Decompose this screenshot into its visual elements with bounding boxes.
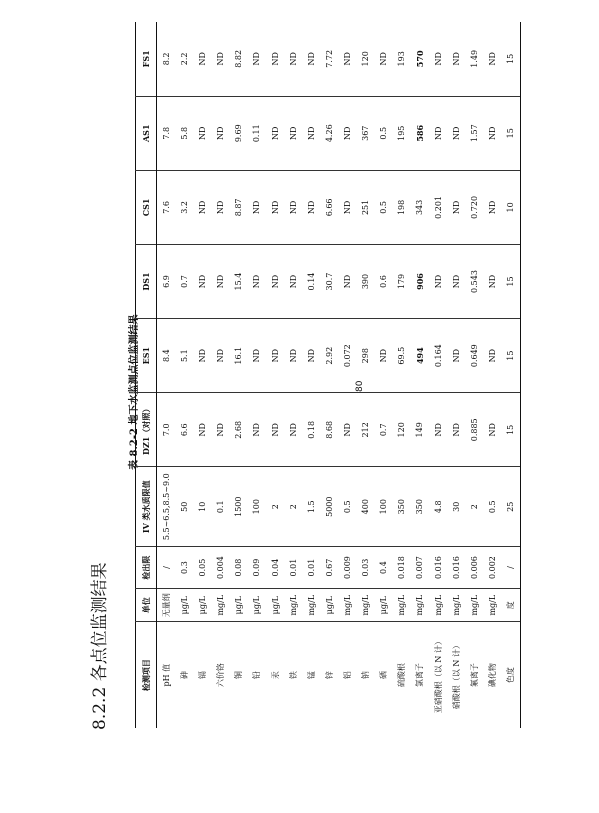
table-cell: ND [447,96,465,170]
table-cell: ND [302,96,320,170]
table-cell: 4.26 [320,96,338,170]
table-cell: 0.6 [375,244,393,318]
table-cell: 8.4 [157,319,176,393]
table-cell: mg/L [212,589,230,622]
table-cell: 0.4 [375,547,393,589]
table-cell: ND [212,319,230,393]
table-cell: 298 [357,319,375,393]
table-cell: 0.072 [338,319,356,393]
column-header: AS1 [136,96,157,170]
table-row [447,22,465,728]
table-cell: mg/L [429,589,447,622]
table-cell: 0.5 [483,467,501,547]
table-cell: mg/L [284,589,302,622]
table-cell: μg/L [320,589,338,622]
table-cell: 8.68 [320,393,338,467]
table-cell: 0.05 [194,547,212,589]
table-cell: 10 [501,170,520,244]
table-cell: ND [212,96,230,170]
table-cell: ND [447,393,465,467]
table-cell: ND [194,244,212,318]
table-cell: 50 [175,467,193,547]
table-cell: μg/L [230,589,248,622]
table-cell: ND [302,319,320,393]
table-cell: 0.164 [429,319,447,393]
table-row [194,22,212,728]
table-cell: ND [429,393,447,467]
table-cell: 570 [411,22,429,96]
item-name-cell: 硫酸根 [393,622,411,728]
table-cell: 390 [357,244,375,318]
table-cell: 0.09 [248,547,266,589]
table-cell: 0.002 [483,547,501,589]
table-cell: 7.72 [320,22,338,96]
table-cell: 2 [266,467,284,547]
table-cell: 3.2 [175,170,193,244]
table-cell: 0.03 [357,547,375,589]
table-cell: μg/L [375,589,393,622]
table-cell: mg/L [357,589,375,622]
table-cell: ND [266,96,284,170]
table-cell: 2.68 [230,393,248,467]
table-cell: 100 [375,467,393,547]
table-row [393,22,411,728]
table-cell: 0.7 [375,393,393,467]
table-cell: 7.0 [157,393,176,467]
table-cell: 195 [393,96,411,170]
column-header: FS1 [136,22,157,96]
table-cell: ND [266,319,284,393]
table-row [501,22,520,728]
table-cell: μg/L [175,589,193,622]
table-cell: 179 [393,244,411,318]
table-cell: ND [447,319,465,393]
table-cell: mg/L [302,589,320,622]
item-name-cell: 铅 [248,622,266,728]
table-cell: ND [375,22,393,96]
table-cell: ND [266,244,284,318]
table-row [175,22,193,728]
table-cell: 15 [501,393,520,467]
table-row [465,22,483,728]
table-cell: ND [483,170,501,244]
table-cell: 100 [248,467,266,547]
section-heading: 8.2.2 各点位监测结果 [90,562,110,730]
table-cell: 7.8 [157,96,176,170]
table-cell: 149 [411,393,429,467]
item-name-cell: 铝 [338,622,356,728]
table-cell: ND [248,170,266,244]
item-name-cell: 氟离子 [465,622,483,728]
table-cell: 0.885 [465,393,483,467]
table-cell: ND [194,319,212,393]
item-name-cell: 铁 [284,622,302,728]
column-header: DZ1（对照） [136,393,157,467]
monitoring-results-table-container [135,22,521,728]
table-cell: ND [284,393,302,467]
table-cell: 0.004 [212,547,230,589]
table-cell: ND [483,96,501,170]
table-row [411,22,429,728]
table-cell: 8.87 [230,170,248,244]
item-name-cell: 汞 [266,622,284,728]
item-name-cell: 碘化物 [483,622,501,728]
table-cell: 0.018 [393,547,411,589]
table-cell: 494 [411,319,429,393]
table-cell: ND [212,22,230,96]
column-header: CS1 [136,170,157,244]
table-cell: μg/L [194,589,212,622]
table-cell: 1.49 [465,22,483,96]
table-cell: ND [447,244,465,318]
column-header: IV 类水质限值 [136,467,157,547]
table-cell: 30.7 [320,244,338,318]
table-cell: 0.649 [465,319,483,393]
item-name-cell: 硒 [375,622,393,728]
table-row [302,22,320,728]
table-cell: mg/L [411,589,429,622]
table-cell: 0.08 [230,547,248,589]
table-cell: 120 [393,393,411,467]
table-row [483,22,501,728]
column-header: 单位 [136,589,157,622]
table-cell: 350 [411,467,429,547]
table-row [157,22,176,728]
item-name-cell: 氯离子 [411,622,429,728]
table-cell: 1.5 [302,467,320,547]
monitoring-results-table [135,22,521,728]
table-cell: ND [212,170,230,244]
table-cell: 16.1 [230,319,248,393]
table-cell: ND [284,96,302,170]
table-cell: ND [338,393,356,467]
table-cell: ND [248,22,266,96]
item-name-cell: 硝酸根（以 N 计） [447,622,465,728]
table-cell: ND [302,22,320,96]
table-cell: ND [284,22,302,96]
table-row [212,22,230,728]
table-cell: 212 [357,393,375,467]
table-body [157,22,521,728]
table-cell: 2 [284,467,302,547]
table-cell: ND [284,244,302,318]
table-cell: ND [194,170,212,244]
table-cell: 9.69 [230,96,248,170]
table-cell: 6.9 [157,244,176,318]
table-cell: 0.201 [429,170,447,244]
table-row [338,22,356,728]
table-cell: 0.006 [465,547,483,589]
table-header [136,22,157,728]
table-cell: ND [266,393,284,467]
table-cell: ND [284,319,302,393]
column-header: ES1 [136,319,157,393]
table-cell: 198 [393,170,411,244]
table-cell: ND [284,170,302,244]
table-cell: mg/L [338,589,356,622]
table-cell: 25 [501,467,520,547]
table-row [266,22,284,728]
header-row [136,22,157,728]
table-cell: ND [248,319,266,393]
table-cell: 0.01 [284,547,302,589]
table-cell: 2 [465,467,483,547]
table-cell: 度 [501,589,520,622]
table-cell: ND [338,170,356,244]
table-cell: ND [212,393,230,467]
table-cell: mg/L [447,589,465,622]
table-cell: ND [429,96,447,170]
table-row [320,22,338,728]
table-cell: mg/L [483,589,501,622]
table-cell: ND [212,244,230,318]
table-caption: 表 8.2-2 地下水监测点位监测结果 [129,314,140,470]
item-name-cell: 色度 [501,622,520,728]
item-name-cell: 铜 [230,622,248,728]
table-cell: μg/L [248,589,266,622]
table-cell: 6.66 [320,170,338,244]
table-cell: ND [266,170,284,244]
page-number: 80 [355,380,365,392]
table-cell: 0.720 [465,170,483,244]
table-cell: ND [483,22,501,96]
table-cell: ND [447,170,465,244]
table-cell: 350 [393,467,411,547]
table-cell: ND [483,244,501,318]
item-name-cell: 亚硝酸根（以 N 计） [429,622,447,728]
table-cell: ND [483,393,501,467]
table-cell: 15 [501,244,520,318]
table-cell: ND [375,319,393,393]
table-cell: 0.14 [302,244,320,318]
table-cell: 251 [357,170,375,244]
table-row [230,22,248,728]
table-cell: 15.4 [230,244,248,318]
table-cell: 0.04 [266,547,284,589]
table-cell: ND [302,170,320,244]
table-cell: 0.016 [447,547,465,589]
table-row [357,22,375,728]
item-name-cell: 砷 [175,622,193,728]
item-name-cell: 六价铬 [212,622,230,728]
column-header: DS1 [136,244,157,318]
table-cell: 15 [501,319,520,393]
table-cell: 120 [357,22,375,96]
table-cell: 无量纲 [157,589,176,622]
table-row [375,22,393,728]
table-cell: 0.543 [465,244,483,318]
table-cell: / [157,547,176,589]
table-cell: mg/L [465,589,483,622]
table-cell: 343 [411,170,429,244]
table-cell: ND [194,96,212,170]
item-name-cell: 锰 [302,622,320,728]
table-cell: mg/L [393,589,411,622]
table-cell: 906 [411,244,429,318]
table-cell: 0.016 [429,547,447,589]
table-cell: 4.8 [429,467,447,547]
table-cell: ND [248,244,266,318]
table-cell: ND [338,244,356,318]
table-cell: 0.5 [375,96,393,170]
table-cell: 0.5 [375,170,393,244]
table-row [429,22,447,728]
table-cell: ND [429,22,447,96]
table-cell: 15 [501,96,520,170]
table-cell: 0.18 [302,393,320,467]
table-cell: ND [429,244,447,318]
table-cell: 15 [501,22,520,96]
table-cell: 8.2 [157,22,176,96]
table-cell: 0.009 [338,547,356,589]
table-cell: 69.5 [393,319,411,393]
table-row [284,22,302,728]
table-cell: ND [194,22,212,96]
table-cell: 1500 [230,467,248,547]
table-cell: 0.01 [302,547,320,589]
table-cell: 6.6 [175,393,193,467]
table-cell: 5.8 [175,96,193,170]
table-cell: 10 [194,467,212,547]
table-cell: 5.1 [175,319,193,393]
table-cell: ND [266,22,284,96]
table-cell: 0.5 [338,467,356,547]
table-cell: 586 [411,96,429,170]
table-cell: 0.67 [320,547,338,589]
table-cell: ND [483,319,501,393]
column-header: 检出限 [136,547,157,589]
table-cell: 2.2 [175,22,193,96]
item-name-cell: 钠 [357,622,375,728]
table-cell: ND [338,96,356,170]
column-header: 检测项目 [136,622,157,728]
item-name-cell: pH 值 [157,622,176,728]
table-cell: μg/L [266,589,284,622]
table-cell: 367 [357,96,375,170]
table-cell: 5000 [320,467,338,547]
table-cell: 400 [357,467,375,547]
table-cell: 8.82 [230,22,248,96]
table-cell: ND [248,393,266,467]
table-cell: 5.5~6.5,8.5~9.0 [157,467,176,547]
table-cell: 30 [447,467,465,547]
table-cell: 0.007 [411,547,429,589]
item-name-cell: 锌 [320,622,338,728]
table-cell: 0.1 [212,467,230,547]
table-cell: ND [447,22,465,96]
table-cell: 7.6 [157,170,176,244]
item-name-cell: 镉 [194,622,212,728]
table-cell: 0.7 [175,244,193,318]
table-cell: / [501,547,520,589]
table-cell: ND [194,393,212,467]
table-cell: 2.92 [320,319,338,393]
table-cell: 0.11 [248,96,266,170]
table-row [248,22,266,728]
table-cell: ND [338,22,356,96]
table-cell: 1.57 [465,96,483,170]
table-cell: 193 [393,22,411,96]
table-cell: 0.3 [175,547,193,589]
